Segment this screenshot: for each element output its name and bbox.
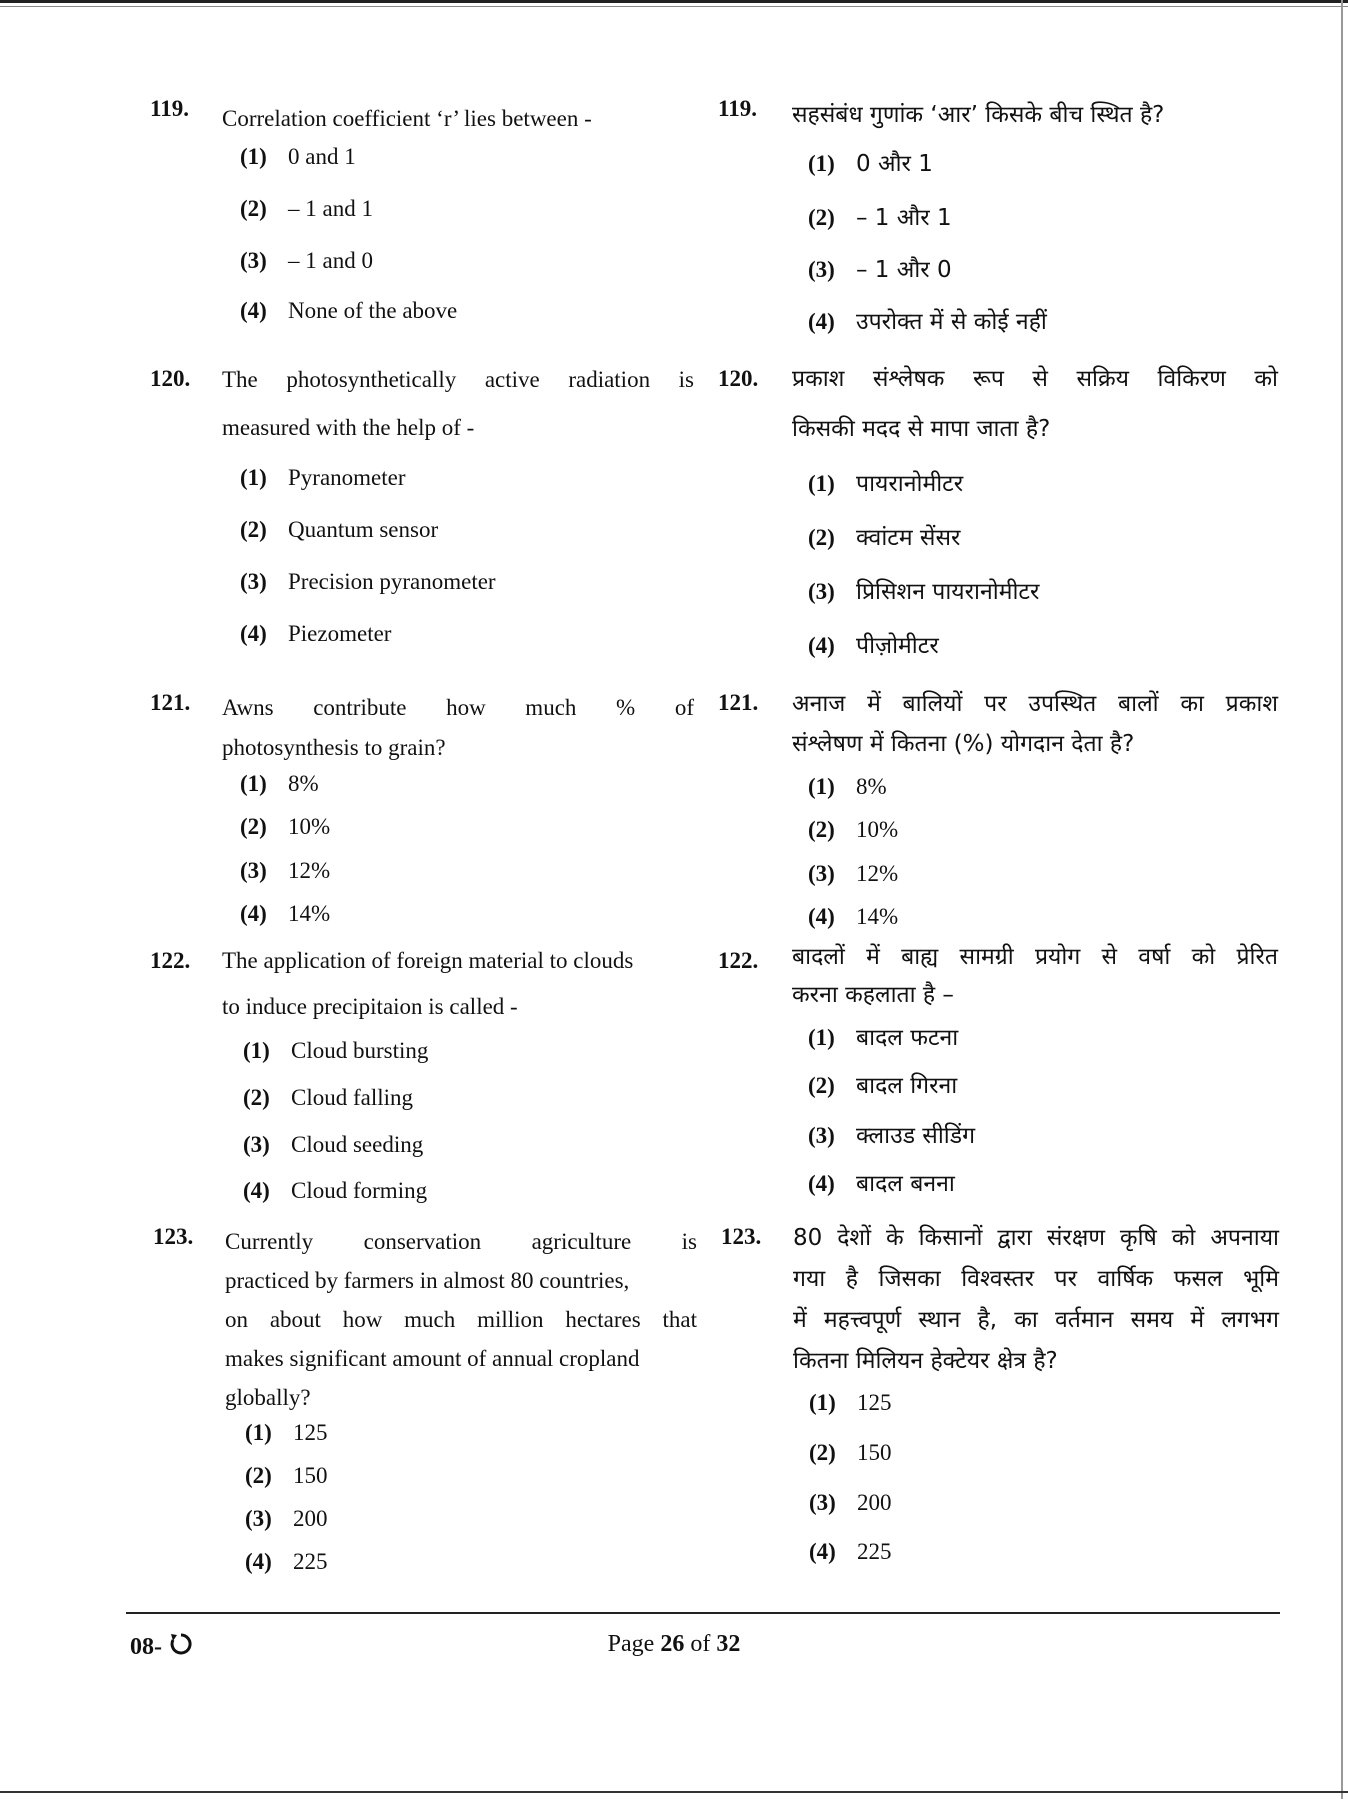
option-1: (1) 0 and 1 [240,144,356,169]
option-1: (1) Pyranometer [240,465,406,490]
question-number: 119. [718,96,757,121]
bottom-border [0,1791,1348,1793]
option-4: (4) बादल बनना [808,1171,955,1197]
option-4: (4) 225 [245,1549,328,1574]
option-3: (3) 12% [808,861,899,886]
right-border [1341,0,1343,1799]
question-number: 122. [150,948,191,973]
option-3: (3) – 1 और 0 [808,257,952,283]
option-1: (1) पायरानोमीटर [808,471,964,497]
option-1: (1) बादल फटना [808,1025,959,1051]
option-3: (3) 200 [809,1490,892,1515]
option-2: (2) Quantum sensor [240,517,439,542]
option-4: (4) पीज़ोमीटर [808,633,939,659]
option-1: (1) 8% [240,771,319,796]
option-2: (2) 10% [240,814,331,839]
question-text: Correlation coefficient ‘r’ lies between - [222,106,592,131]
question-number: 121. [718,690,759,715]
option-4: (4) उपरोक्त में से कोई नहीं [808,309,1047,335]
option-3: (3) Cloud seeding [243,1132,424,1157]
option-2: (2) Cloud falling [243,1085,414,1110]
question-text: The photosynthetically active radiation is measured with the help of - [222,367,694,440]
question-number: 119. [150,96,189,121]
option-1: (1) 0 और 1 [808,151,933,177]
option-3: (3) क्लाउड सीडिंग [808,1123,976,1149]
option-1: (1) 125 [809,1390,892,1415]
option-3: (3) 200 [245,1506,328,1531]
option-3: (3) प्रिसिशन पायरानोमीटर [808,579,1040,605]
question-number: 120. [718,366,759,391]
option-3: (3) – 1 and 0 [240,248,373,273]
option-4: (4) Piezometer [240,621,392,646]
option-2: (2) – 1 और 1 [808,205,952,231]
option-2: (2) क्वांटम सेंसर [808,525,961,551]
question-text: The application of foreign material to clouds to induce precipitaion is called - [222,948,634,1019]
option-1: (1) Cloud bursting [243,1038,429,1063]
option-2: (2) 150 [809,1440,892,1465]
question-number: 120. [150,366,191,391]
footer-divider [126,1612,1280,1614]
option-2: (2) – 1 and 1 [240,196,373,221]
booklet-code-text: 08- [130,1634,162,1660]
top-border-thin [0,6,1348,7]
option-2: (2) बादल गिरना [808,1073,958,1099]
question-number: 122. [718,948,759,973]
option-4: (4) 14% [240,901,331,926]
question-number: 121. [150,690,191,715]
question-text: Currently conservation agriculture is practiced by farmers in almost 80 countries, on about how much million hectares that makes significant amount of annual cropland globally? [225,1229,697,1410]
option-1: (1) 8% [808,774,887,799]
question-number: 123. [153,1224,194,1249]
option-3: (3) 12% [240,858,331,883]
question-text: अनाज में बालियों पर उपस्थित बालों का प्रकाश संश्लेषण में कितना (%) योगदान देता है? [792,691,1278,757]
question-number: 123. [721,1224,762,1249]
option-3: (3) Precision pyranometer [240,569,496,594]
option-1: (1) 125 [245,1420,328,1445]
option-4: (4) Cloud forming [243,1178,428,1203]
question-text: 80 देशों के किसानों द्वारा संरक्षण कृषि को अपनाया गया है जिसका विश्वस्तर पर वार्षिक फसल भूमि में महत्त्वपूर्ण स्थान है, का वर्तमान समय में लगभग कितना मिलियन हेक्टेयर क्षेत्र है? [793,1225,1279,1374]
question-text: प्रकाश संश्लेषक रूप से सक्रिय विकिरण को किसकी मदद से मापा जाता है? [792,366,1278,442]
option-4: (4) 14% [808,904,899,929]
option-2: (2) 150 [245,1463,328,1488]
option-2: (2) 10% [808,817,899,842]
option-4: (4) None of the above [240,298,458,323]
question-text: Awns contribute how much % of photosynthesis to grain? [222,695,694,760]
top-border [0,0,1348,3]
option-4: (4) 225 [809,1539,892,1564]
page-number: Page 26 of 32 [607,1631,741,1657]
question-text: सहसंबंध गुणांक ‘आर’ किसके बीच स्थित है? [792,102,1165,128]
question-text: बादलों में बाह्य सामग्री प्रयोग से वर्षा को प्रेरित करना कहलाता है – [792,944,1278,1008]
